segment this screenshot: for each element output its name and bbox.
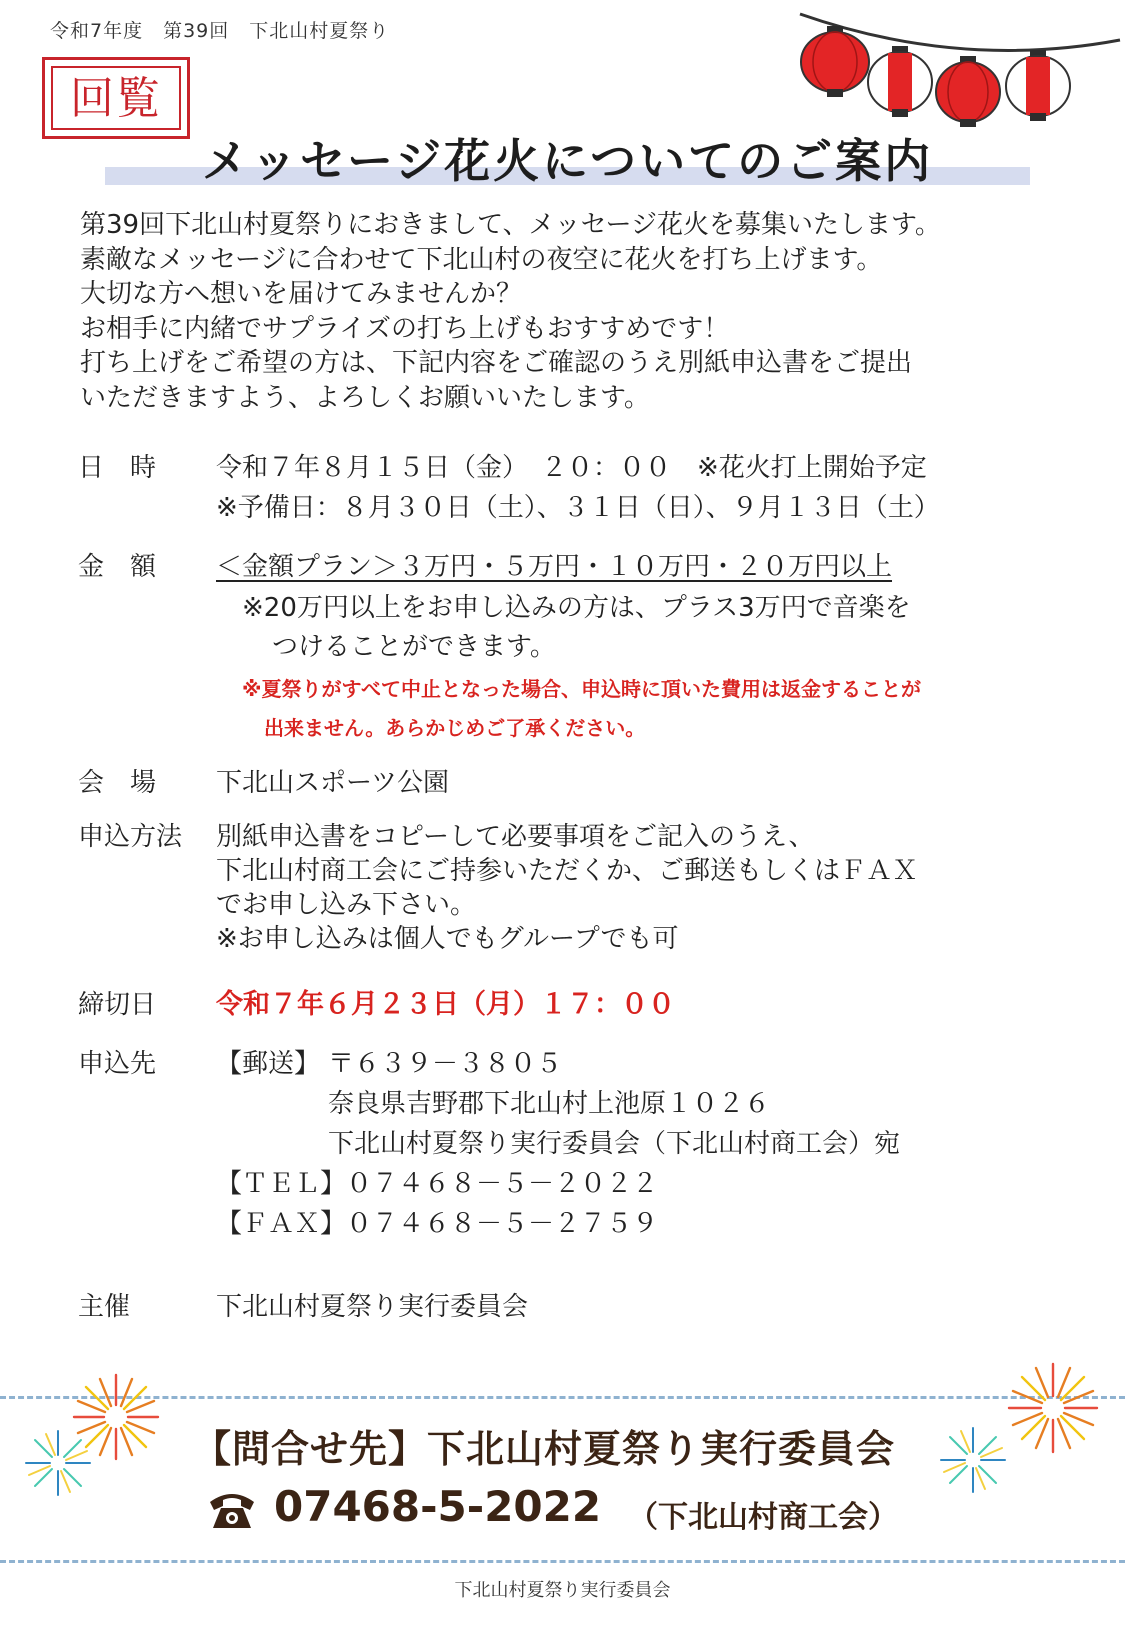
post-code: 〒６３９－３８０５ <box>328 1049 563 1079</box>
datetime-main: 令和７年８月１５日（金） ２０：００ ※花火打上開始予定 <box>216 453 927 483</box>
method-line: 下北山村商工会にご持参いただくか、ご郵送もしくはＦＡＸ <box>216 856 919 886</box>
host-label: 主催 <box>78 1292 131 1322</box>
datetime-reserve: ※予備日：８月３０日（土）、３１日（日）、９月１３日（土） <box>216 493 940 523</box>
intro-line: 大切な方へ想いを届けてみませんか？ <box>80 279 523 309</box>
contact-title: 【問合せ先】下北山村夏祭り実行委員会 <box>193 1427 896 1471</box>
lantern-icon <box>936 56 1000 127</box>
deadline-label: 締切日 <box>78 990 157 1020</box>
contact-bottom-divider <box>0 1560 1125 1563</box>
intro-line: 素敵なメッセージに合わせて下北山村の夜空に花火を打ち上げます。 <box>80 244 883 275</box>
venue-value: 下北山スポーツ公園 <box>216 768 449 798</box>
address-line: 奈良県吉野郡下北山村上池原１０２６ <box>328 1089 771 1119</box>
host-value: 下北山村夏祭り実行委員会 <box>216 1292 529 1322</box>
footer: 下北山村夏祭り実行委員会 <box>454 1580 671 1601</box>
intro-line: 打ち上げをご希望の方は、下記内容をご確認のうえ別紙申込書をご提出 <box>80 348 913 378</box>
lantern-icon <box>801 26 869 97</box>
method-note: ※お申し込みは個人でもグループでも可 <box>216 924 679 954</box>
lanterns-illustration <box>790 0 1125 135</box>
page-title: メッセージ花火についてのご案内 <box>201 134 934 188</box>
lantern-icon <box>1006 50 1070 121</box>
method-label: 申込方法 <box>78 822 183 852</box>
price-music-note: ※20万円以上をお申し込みの方は、プラス3万円で音楽を <box>242 593 911 623</box>
header-line: 令和7年度 第39回 下北山村夏祭り <box>50 20 390 42</box>
deadline-value: 令和７年６月２３日（月）１７：００ <box>216 989 675 1020</box>
contact-phone: 07468-5-2022 <box>274 1482 602 1531</box>
method-line: でお申し込み下さい。 <box>216 890 477 920</box>
price-label: 金 額 <box>78 552 157 582</box>
tel-line: 【ＴＥＬ】０７４６８－５－２０２２ <box>216 1169 659 1199</box>
datetime-label: 日 時 <box>78 453 157 483</box>
method-line: 別紙申込書をコピーして必要事項をご記入のうえ、 <box>216 822 815 852</box>
firework-icon <box>935 1350 1115 1530</box>
post-label: 【郵送】 <box>216 1049 321 1079</box>
phone-icon <box>207 1488 257 1532</box>
stamp-text: 回覧 <box>51 66 181 130</box>
fax-line: 【ＦＡＸ】０７４６８－５－２７５９ <box>216 1209 659 1239</box>
intro-paragraph <box>80 208 941 415</box>
firework-icon <box>18 1365 168 1515</box>
contact-sub: （下北山村商工会） <box>628 1500 898 1535</box>
refund-warning-cont: 出来ません。あらかじめご了承ください。 <box>264 716 646 740</box>
price-music-note-cont: つけることができます。 <box>272 632 556 662</box>
lantern-icon <box>868 46 932 117</box>
refund-warning: ※夏祭りがすべて中止となった場合、申込時に頂いた費用は返金することが <box>242 677 922 701</box>
intro-line: 第39回下北山村夏祭りにおきまして、メッセージ花火を募集いたします。 <box>80 210 941 240</box>
price-plan: ＜金額プラン＞３万円・５万円・１０万円・２０万円以上 <box>216 552 893 582</box>
recipient-label: 申込先 <box>78 1049 157 1079</box>
venue-label: 会 場 <box>78 768 157 798</box>
intro-line: お相手に内緒でサプライズの打ち上げもおすすめです！ <box>80 313 730 344</box>
address-line: 下北山村夏祭り実行委員会（下北山村商工会）宛 <box>328 1129 901 1159</box>
intro-line: いただきますよう、よろしくお願いいたします。 <box>80 382 650 413</box>
